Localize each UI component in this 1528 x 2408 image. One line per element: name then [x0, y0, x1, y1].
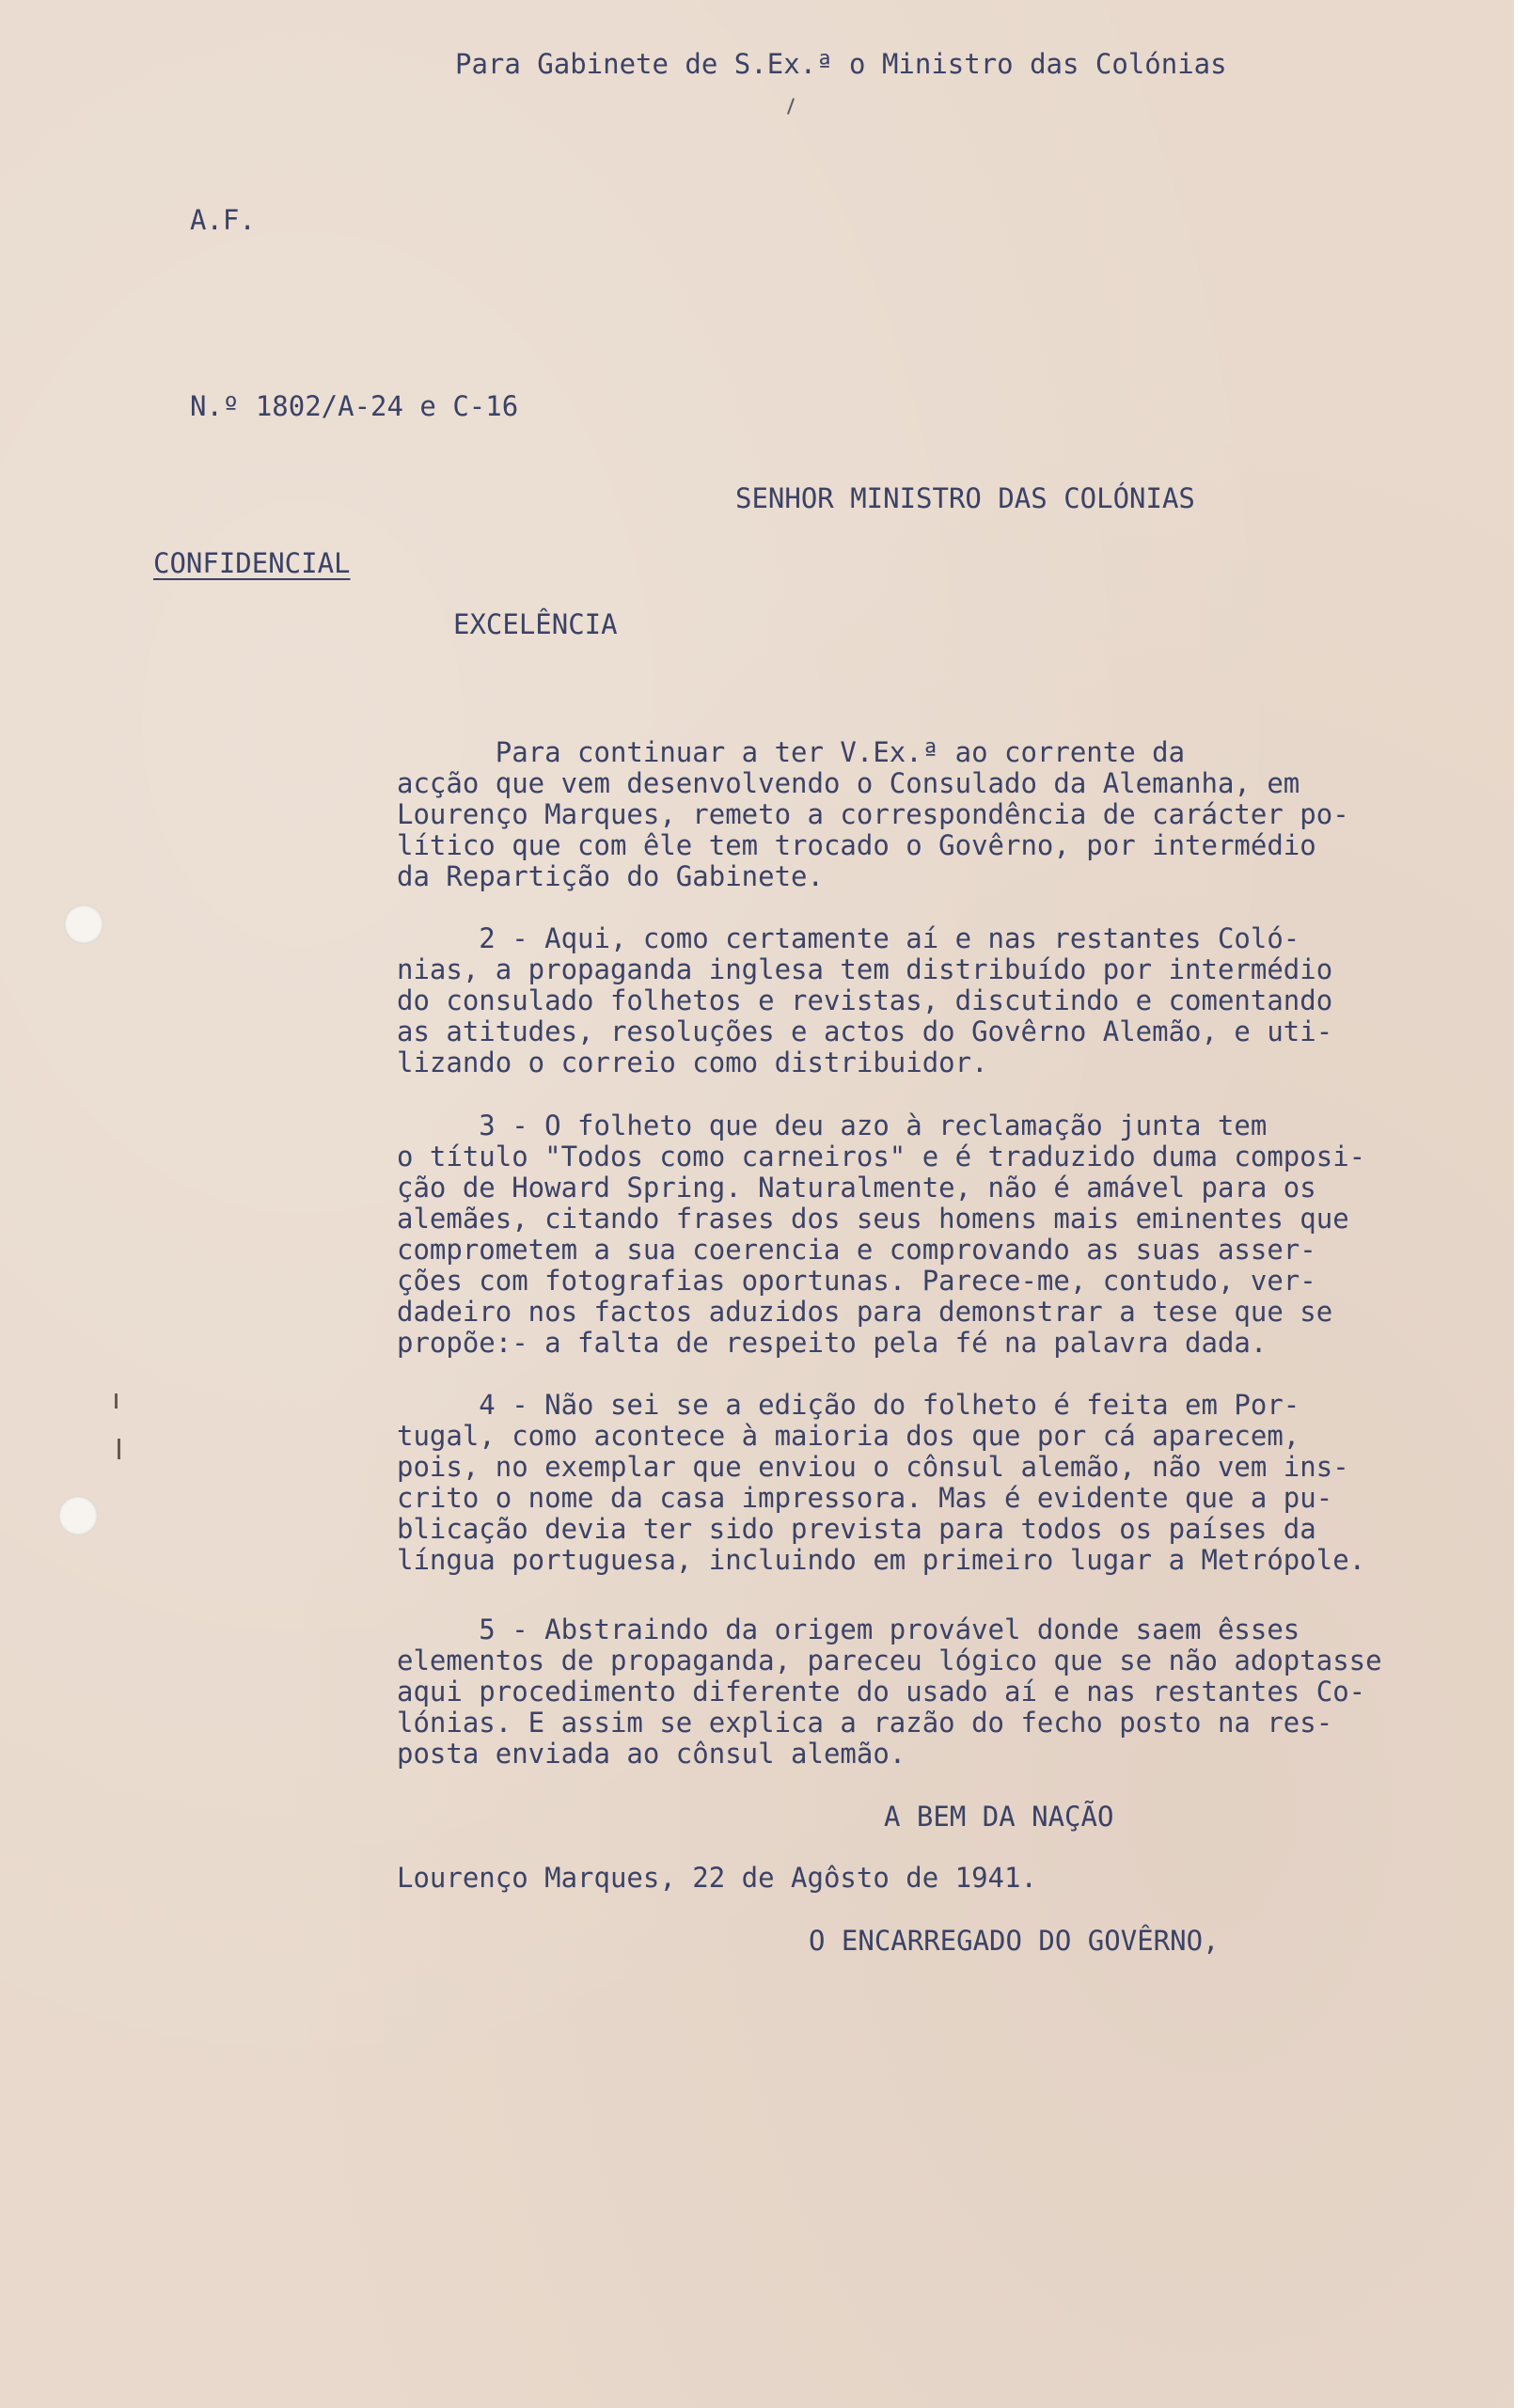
paragraph-line: lítico que com êle tem trocado o Govêrno, por intermédio [397, 829, 1316, 861]
punch-hole-top [64, 905, 103, 944]
paragraph-line: 2 - Aqui, como certamente aí e nas restantes Coló- [397, 922, 1300, 954]
paragraph-line: Para continuar a ter V.Ex.ª ao corrente da [397, 736, 1186, 768]
salutation: EXCELÊNCIA [453, 608, 618, 640]
paragraph-line: as atitudes, resoluções e actos do Govêrno Alemão, e uti- [397, 1015, 1333, 1047]
paragraph-line: posta enviada ao cônsul alemão. [397, 1738, 906, 1770]
pen-stroke [787, 98, 795, 115]
paragraph-line: do consulado folhetos e revistas, discutindo e comentando [397, 984, 1333, 1016]
paragraph-line: lónias. E assim se explica a razão do fecho posto na res- [397, 1707, 1333, 1739]
addressee: SENHOR MINISTRO DAS COLÓNIAS [735, 482, 1195, 514]
paragraph-5 [397, 1614, 1382, 1770]
paragraph-line: comprometem a sua coerencia e comprovando as suas asser- [397, 1234, 1316, 1266]
destination-line: Para Gabinete de S.Ex.ª o Ministro das Colónias [455, 48, 1227, 80]
paragraph-line: da Repartição do Gabinete. [397, 860, 824, 892]
paragraph-line: lizando o correio como distribuidor. [397, 1047, 988, 1078]
paragraph-line: pois, no exemplar que enviou o cônsul alemão, não vem ins- [397, 1451, 1349, 1483]
paragraph-line: língua portuguesa, incluindo em primeiro lugar a Metrópole. [397, 1544, 1366, 1576]
paragraph-2 [397, 923, 1332, 1078]
paragraph-line: elementos de propaganda, pareceu lógico que se não adoptasse [397, 1645, 1382, 1676]
paragraph-line: dadeiro nos factos aduzidos para demonstrar a tese que se [397, 1296, 1333, 1328]
paragraph-line: propõe:- a falta de respeito pela fé na palavra dada. [397, 1327, 1268, 1359]
paragraph-line: crito o nome da casa impressora. Mas é evidente que a pu- [397, 1482, 1333, 1514]
place-and-date: Lourenço Marques, 22 de Agôsto de 1941. [397, 1862, 1037, 1894]
paragraph-line: ção de Howard Spring. Naturalmente, não é amável para os [397, 1172, 1316, 1204]
margin-mark [118, 1439, 120, 1459]
paragraph-line: alemães, citando frases dos seus homens mais eminentes que [397, 1203, 1349, 1235]
paragraph-line: 5 - Abstraindo da origem provável donde saem êsses [397, 1613, 1300, 1645]
paragraph-line: acção que vem desenvolvendo o Consulado da Alemanha, em [397, 767, 1300, 799]
paragraph-3 [397, 1110, 1365, 1359]
paragraph-line: nias, a propaganda inglesa tem distribuído por intermédio [397, 953, 1333, 985]
paragraph-line: 4 - Não sei se a edição do folheto é feita em Por- [397, 1389, 1300, 1421]
paragraph-1 [397, 737, 1349, 892]
classification-label: CONFIDENCIAL [153, 547, 351, 579]
closing-motto: A BEM DA NAÇÃO [884, 1801, 1114, 1833]
paragraph-line: Lourenço Marques, remeto a correspondência de carácter po- [397, 798, 1349, 830]
paragraph-4 [397, 1390, 1365, 1576]
paragraph-line: o título "Todos como carneiros" e é traduzido duma composi- [397, 1141, 1366, 1173]
reference-number: N.º 1802/A-24 e C-16 [190, 390, 519, 422]
paragraph-line: aqui procedimento diferente do usado aí e nas restantes Co- [397, 1676, 1366, 1708]
sender-initials: A.F. [190, 204, 256, 236]
margin-mark [115, 1393, 118, 1409]
paragraph-line: 3 - O folheto que deu azo à reclamação junta tem [397, 1110, 1268, 1141]
paragraph-line: tugal, como acontece à maioria dos que por cá aparecem, [397, 1420, 1300, 1452]
signatory-title: O ENCARREGADO DO GOVÊRNO, [809, 1925, 1220, 1957]
paragraph-line: blicação devia ter sido prevista para todos os países da [397, 1513, 1316, 1545]
paragraph-line: ções com fotografias oportunas. Parece-me, contudo, ver- [397, 1265, 1316, 1297]
punch-hole-bottom [58, 1496, 98, 1535]
